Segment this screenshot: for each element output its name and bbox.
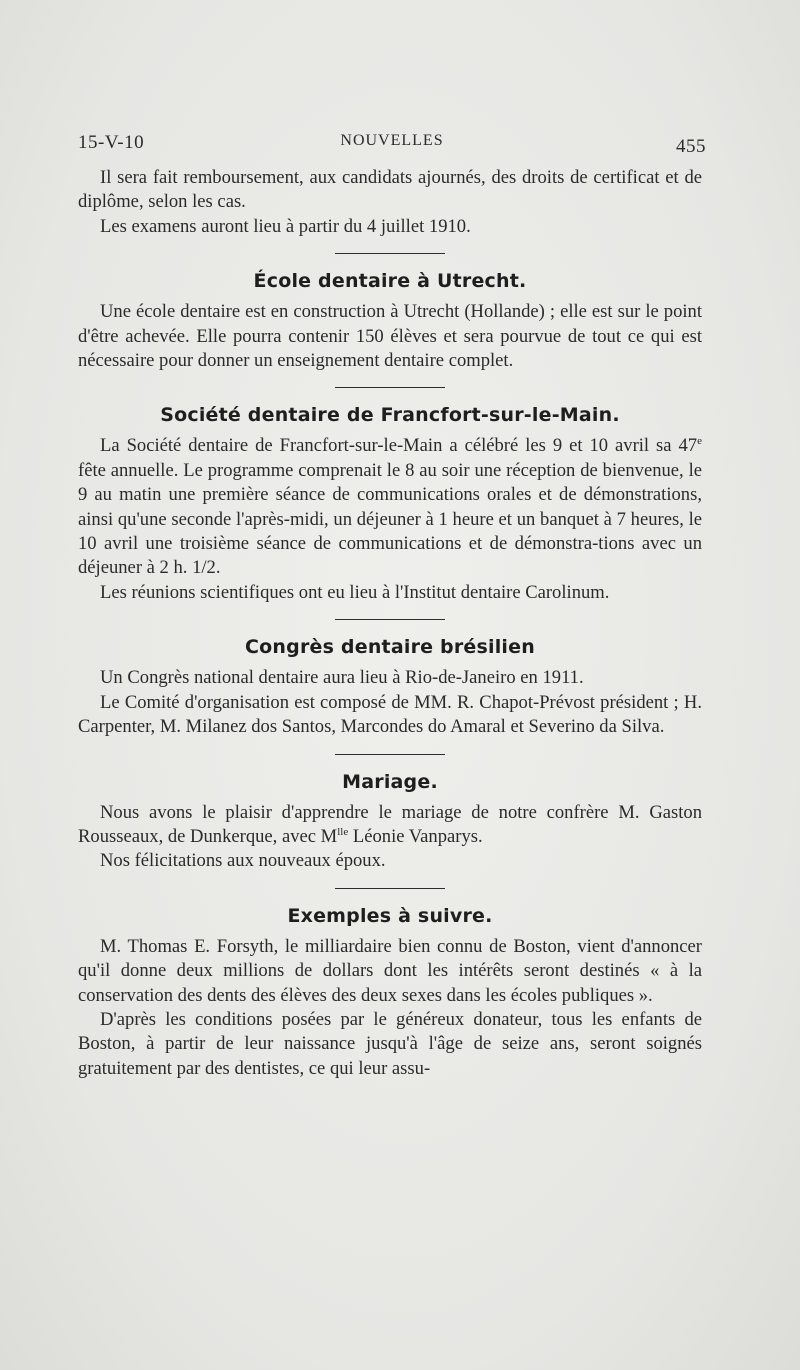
- title-superscript: lle: [337, 825, 349, 838]
- francfort-p1-text-b: fête annuelle. Le programme comprenait le 8 au soir une réception de bienvenue, le 9 au matin une première séance de communications orales et de démonstrations, ainsi qu'une seconde l'après-midi, un déjeuner à 1 heure et un banquet à 7 heures, le 10 avril une troisième séance de communications et de démonstra-tions avec un déjeuner à 2 h. 1/2.: [78, 459, 702, 579]
- section-divider: [335, 387, 445, 388]
- section-divider: [335, 888, 445, 889]
- exemples-paragraph-2: D'après les conditions posées par le généreux donateur, tous les enfants de Boston, à partir de leur naissance jusqu'à l'âge de seize ans, seront soignés gratuitement par des dentistes, ce qui leur assu-: [78, 1008, 702, 1079]
- section-divider: [335, 754, 445, 755]
- mariage-paragraph-1: [78, 801, 702, 850]
- section-divider: [335, 619, 445, 620]
- section-title-bresilien: Congrès dentaire brésilien: [245, 636, 535, 659]
- intro-paragraph-2: Les examens auront lieu à partir du 4 juillet 1910.: [100, 215, 471, 237]
- section-title-utrecht: École dentaire à Utrecht.: [253, 270, 527, 293]
- mariage-p1-text-a: Nous avons le plaisir d'apprendre le mariage de notre confrère M. Gaston Rousseaux, de Dunkerque, avec M: [78, 801, 702, 847]
- intro-paragraph-1: Il sera fait remboursement, aux candidats ajournés, des droits de certificat et de diplôme, selon les cas.: [78, 167, 702, 213]
- mariage-p1-text-b: Léonie Vanparys.: [348, 825, 483, 847]
- bresilien-paragraph-1: Un Congrès national dentaire aura lieu à Rio-de-Janeiro en 1911.: [100, 667, 584, 689]
- francfort-paragraph-2: Les réunions scientifiques ont eu lieu à l'Institut dentaire Carolinum.: [100, 581, 610, 603]
- francfort-paragraph-1: [78, 434, 702, 580]
- exemples-paragraph-1: M. Thomas E. Forsyth, le milliardaire bien connu de Boston, vient d'annoncer qu'il donne deux millions de dollars dont les intérêts seront destinés « à la conservation des dents des élèves des deux sexes dans les écoles publiques ».: [78, 935, 702, 1006]
- page-number: 455: [676, 136, 706, 157]
- mariage-paragraph-2: Nos félicitations aux nouveaux époux.: [100, 850, 386, 872]
- utrecht-paragraph: Une école dentaire est en construction à Utrecht (Hollande) ; elle est sur le point d'être achevée. Elle pourra contenir 150 élèves et sera pourvue de tout ce qui est nécessaire pour donner un enseignement dentaire complet.: [78, 301, 702, 372]
- section-title-francfort: Société dentaire de Francfort-sur-le-Main.: [160, 404, 620, 427]
- ordinal-superscript: e: [697, 435, 702, 448]
- article-body: [78, 166, 702, 1081]
- section-title-exemples: Exemples à suivre.: [287, 904, 493, 927]
- header-date: 15-V-10: [78, 132, 145, 153]
- francfort-p1-text-a: La Société dentaire de Francfort-sur-le-Main a célébré les 9 et 10 avril sa 47: [100, 435, 698, 457]
- running-head: [78, 130, 706, 156]
- section-divider: [335, 253, 445, 254]
- header-section: NOUVELLES: [340, 132, 444, 149]
- section-title-mariage: Mariage.: [342, 770, 438, 793]
- bresilien-paragraph-2: Le Comité d'organisation est composé de MM. R. Chapot-Prévost président ; H. Carpenter, M. Milanez dos Santos, Marcondes do Amaral et Severino da Silva.: [78, 691, 702, 738]
